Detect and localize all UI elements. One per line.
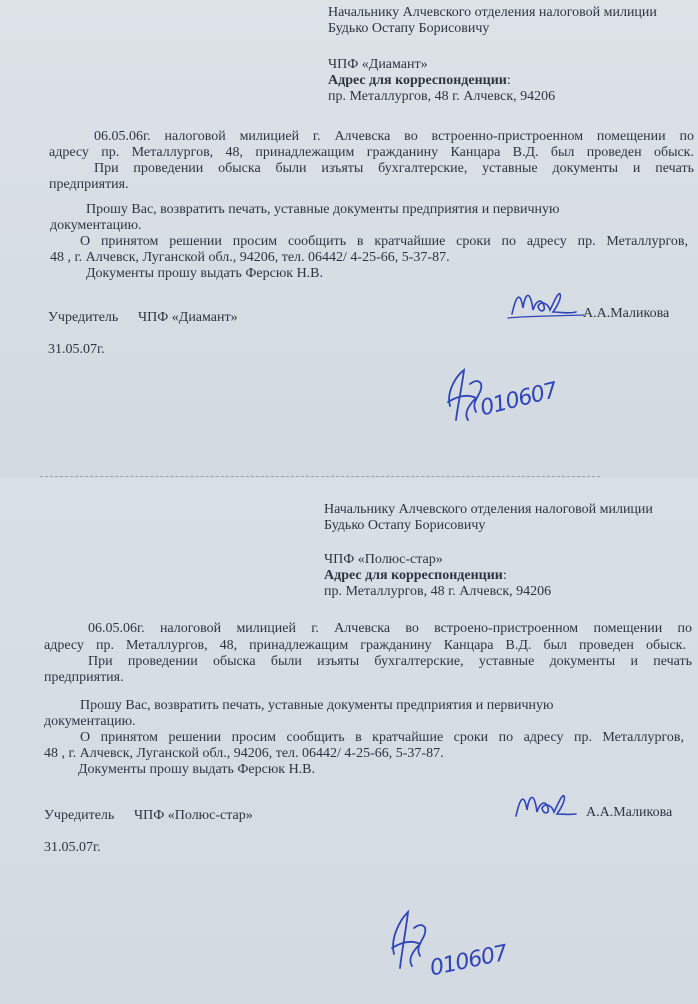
address-label: Адрес для корреспонденции [324, 568, 503, 583]
paragraph-3-line-2: документацию. [50, 218, 142, 233]
paragraph-1-line-1: 06.05.06г. налоговой милицией г. Алчевска во встроенно-пристроенном помещении по [94, 129, 694, 144]
company-name: ЧПФ «Полюс-стар» [324, 552, 443, 567]
addressee-line-1: Начальнику Алчевского отделения налоговой милиции [328, 5, 657, 20]
addressee-line-1: Начальнику Алчевского отделения налоговой милиции [324, 502, 653, 517]
paragraph-4-line-2: 48 , г. Алчевск, Луганской обл., 94206, тел. 06442/ 4-25-66, 5-37-87. [50, 250, 450, 265]
founder-company: ЧПФ «Диамант» [138, 310, 238, 325]
company-name: ЧПФ «Диамант» [328, 57, 428, 72]
paragraph-4-line-1: О принятом решении просим сообщить в кратчайшие сроки по адресу пр. Металлургов, [80, 234, 688, 249]
founder-label: Учредитель [48, 310, 119, 325]
address-label-colon: : [506, 73, 511, 88]
address-label-row [328, 73, 511, 89]
handwritten-note: 010607 [427, 940, 510, 982]
paragraph-3-line-1: Прошу Вас, возвратить печать, уставные документы предприятия и первичную [80, 698, 554, 713]
paragraph-5: Документы прошу выдать Ферсюк Н.В. [78, 762, 316, 777]
paragraph-2-line-1: При проведении обыска были изъяты бухгалтерские, уставные документы и печать [88, 654, 692, 669]
paragraph-1-line-2: адресу пр. Металлургов, 48, принадлежащим гражданину Канцара В.Д. был проведен обыск. [44, 638, 686, 653]
address-label: Адрес для корреспонденции [328, 73, 507, 88]
signature-mark [506, 282, 588, 326]
signatory-name: А.А.Маликова [583, 306, 670, 321]
addressee-line-2: Будько Остапу Борисовичу [328, 21, 490, 36]
paragraph-4-line-2: 48 , г. Алчевск, Луганской обл., 94206, тел. 06442/ 4-25-66, 5-37-87. [44, 746, 444, 761]
paragraph-3-line-1: Прошу Вас, возвратить печать, уставные документы предприятия и первичную [86, 202, 560, 217]
paragraph-3-line-2: документацию. [44, 714, 136, 729]
addressee-line-2: Будько Остапу Борисовичу [324, 518, 486, 533]
signature-mark [510, 784, 584, 826]
page-divider [40, 476, 600, 477]
address-value: пр. Металлургов, 48 г. Алчевск, 94206 [328, 89, 556, 104]
paragraph-1-line-1: 06.05.06г. налоговой милицией г. Алчевска во встроено-пристроенном помещении по [88, 621, 692, 636]
signatory-name: А.А.Маликова [586, 805, 673, 820]
paragraph-5: Документы прошу выдать Ферсюк Н.В. [86, 266, 324, 281]
handwritten-note: 010607 [477, 378, 560, 422]
paragraph-1-line-2: адресу пр. Металлургов, 48, принадлежащим гражданину Канцара В.Д. был проведен обыск. [49, 145, 694, 160]
paragraph-2-line-2: предприятия. [44, 670, 124, 685]
paragraph-2-line-2: предприятия. [49, 177, 129, 192]
letter-date: 31.05.07г. [48, 342, 105, 357]
address-label-row [324, 568, 507, 584]
paragraph-4-line-1: О принятом решении просим сообщить в кратчайшие сроки по адресу пр. Металлургов, [80, 730, 684, 745]
paragraph-2-line-1: При проведении обыска были изъяты бухгалтерские, уставные документы и печать [94, 161, 694, 176]
address-value: пр. Металлургов, 48 г. Алчевск, 94206 [324, 584, 552, 599]
founder-company: ЧПФ «Полюс-стар» [134, 808, 253, 823]
letter-date: 31.05.07г. [44, 840, 101, 855]
address-label-colon: : [502, 568, 507, 583]
founder-label: Учредитель [44, 808, 115, 823]
